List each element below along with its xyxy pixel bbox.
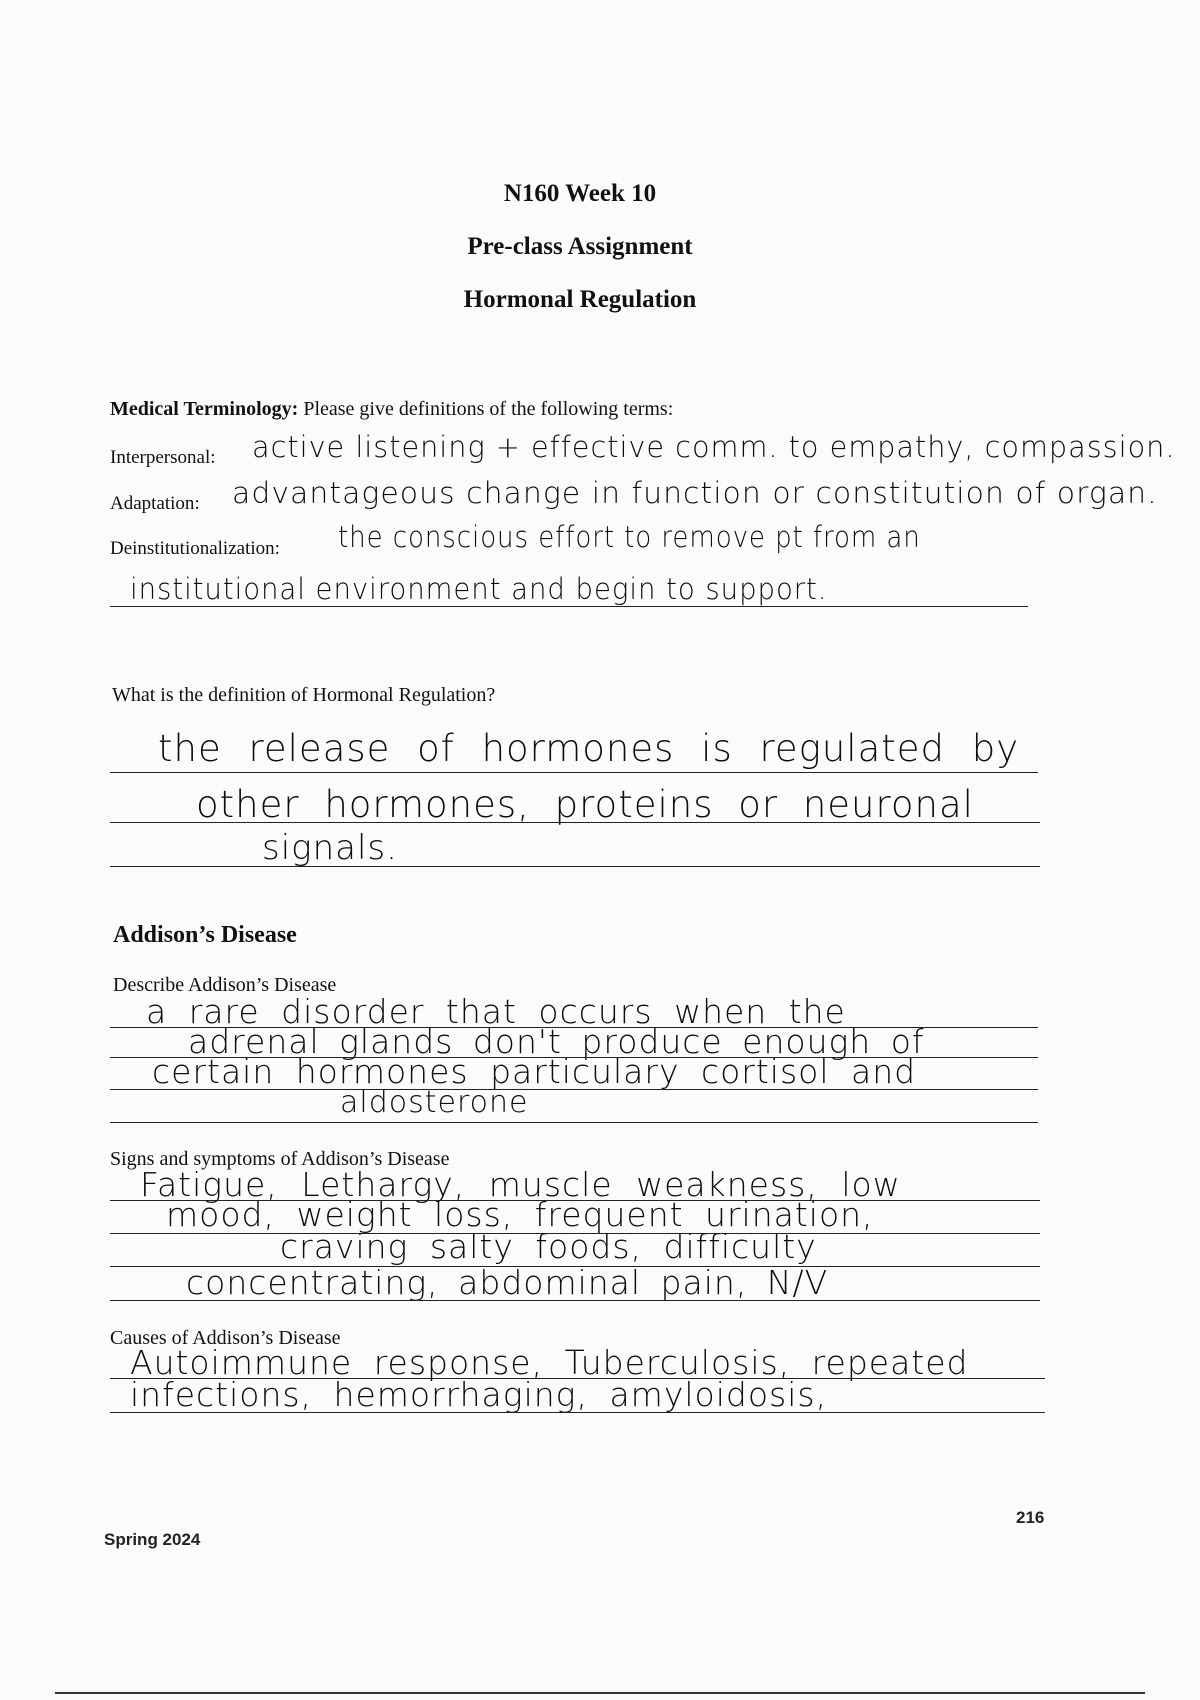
interpersonal-label: Interpersonal: (110, 447, 216, 468)
deinstitutionalization-answer-continued: institutional environment and begin to support. (130, 572, 828, 606)
answer-rule (110, 1412, 1045, 1413)
term-label: Spring 2024 (104, 1530, 201, 1549)
hormonal-regulation-answer-line: signals. (262, 828, 398, 868)
answer-rule (110, 866, 1040, 867)
answer-rule (110, 1300, 1040, 1301)
page-number: 216 (1016, 1508, 1045, 1527)
terminology-heading: Medical Terminology: (110, 398, 299, 420)
causes-answer-line: infections, hemorrhaging, amyloidosis, (130, 1375, 828, 1414)
topic-title: Hormonal Regulation (463, 286, 697, 313)
assignment-title: Pre-class Assignment (467, 233, 693, 260)
addisons-heading: Addison’s Disease (113, 922, 297, 948)
signs-answer-line: mood, weight loss, frequent urination, (166, 1195, 874, 1234)
answer-rule (110, 606, 1028, 607)
describe-answer-line: a rare disorder that occurs when the (146, 992, 846, 1031)
answer-rule (110, 1089, 1038, 1090)
scan-edge-line (55, 1692, 1145, 1694)
signs-label: Signs and symptoms of Addison’s Disease (110, 1148, 450, 1170)
hormonal-regulation-question: What is the definition of Hormonal Regulation? (112, 684, 496, 706)
adaptation-answer: advantageous change in function or constitution of organ. (232, 476, 1158, 510)
signs-answer-line: Fatigue, Lethargy, muscle weakness, low (140, 1165, 901, 1204)
terminology-prompt (110, 397, 673, 421)
describe-answer-line: aldosterone (340, 1085, 529, 1120)
deinstitutionalization-label: Deinstitutionalization: (110, 538, 280, 559)
course-title: N160 Week 10 (503, 180, 657, 207)
adaptation-label: Adaptation: (110, 493, 200, 514)
describe-label: Describe Addison’s Disease (113, 974, 337, 996)
describe-answer-line: adrenal glands don't produce enough of (188, 1022, 925, 1061)
describe-answer-line: certain hormones particulary cortisol and (152, 1052, 917, 1091)
deinstitutionalization-answer: the conscious effort to remove pt from an (338, 520, 921, 554)
signs-answer-line: concentrating, abdominal pain, N/V (186, 1263, 829, 1302)
signs-answer-line: craving salty foods, difficulty (280, 1227, 817, 1266)
causes-label: Causes of Addison’s Disease (110, 1327, 341, 1349)
causes-answer-line: Autoimmune response, Tuberculosis, repeated (130, 1343, 969, 1382)
answer-rule (110, 1122, 1038, 1123)
hormonal-regulation-answer-line: the release of hormones is regulated by (158, 727, 1020, 770)
hormonal-regulation-answer-line: other hormones, proteins or neuronal (196, 783, 974, 826)
terminology-instruction: Please give definitions of the following terms: (303, 398, 674, 420)
interpersonal-answer: active listening + effective comm. to empathy, compassion. (252, 430, 1176, 464)
answer-rule (110, 772, 1038, 773)
answer-rule (110, 822, 1040, 823)
